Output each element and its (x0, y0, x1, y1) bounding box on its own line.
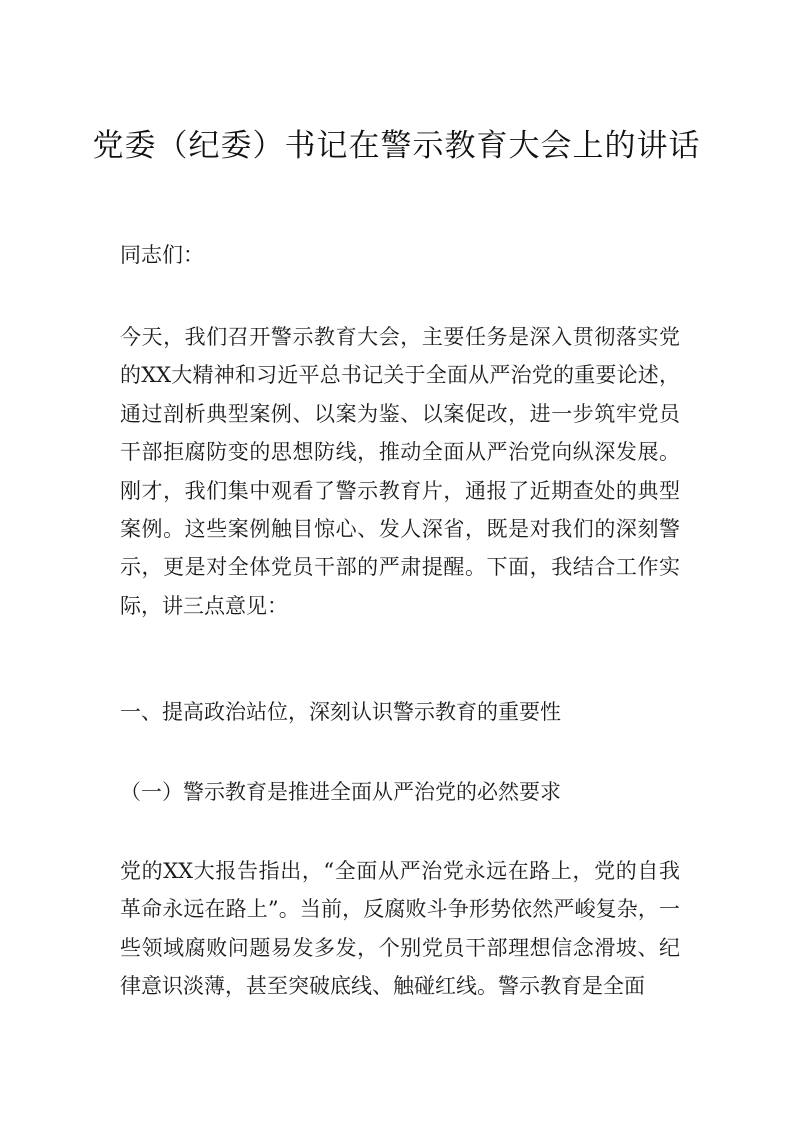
section-heading: 一、提高政治站位，深刻认识警示教育的重要性 (120, 700, 561, 724)
greeting: 同志们： (120, 243, 204, 267)
document-title: 党委（纪委）书记在警示教育大会上的讲话 (92, 128, 701, 164)
body-paragraph: 党的XX大报告指出，“全面从严治党永远在路上，党的自我革命永远在路上”。当前，反腐败斗争形势依然严峻复杂，一些领域腐败问题易发多发，个别党员干部理想信念滑坡、纪律意识淡薄，甚至突破底线、触碰红线。警示教育是全面 (120, 859, 680, 999)
subsection-heading: （一）警示教育是推进全面从严治党的必然要求 (120, 780, 561, 804)
intro-paragraph: 今天，我们召开警示教育大会，主要任务是深入贯彻落实党的XX大精神和习近平总书记关于全面从严治党的重要论述，通过剖析典型案例、以案为鉴、以案促改，进一步筑牢党员干部拒腐防变的思想防线，推动全面从严治党向纵深发展。刚才，我们集中观看了警示教育片，通报了近期查处的典型案例。这些案例触目惊心、发人深省，既是对我们的深刻警示，更是对全体党员干部的严肃提醒。下面，我结合工作实际，讲三点意见： (120, 325, 680, 618)
